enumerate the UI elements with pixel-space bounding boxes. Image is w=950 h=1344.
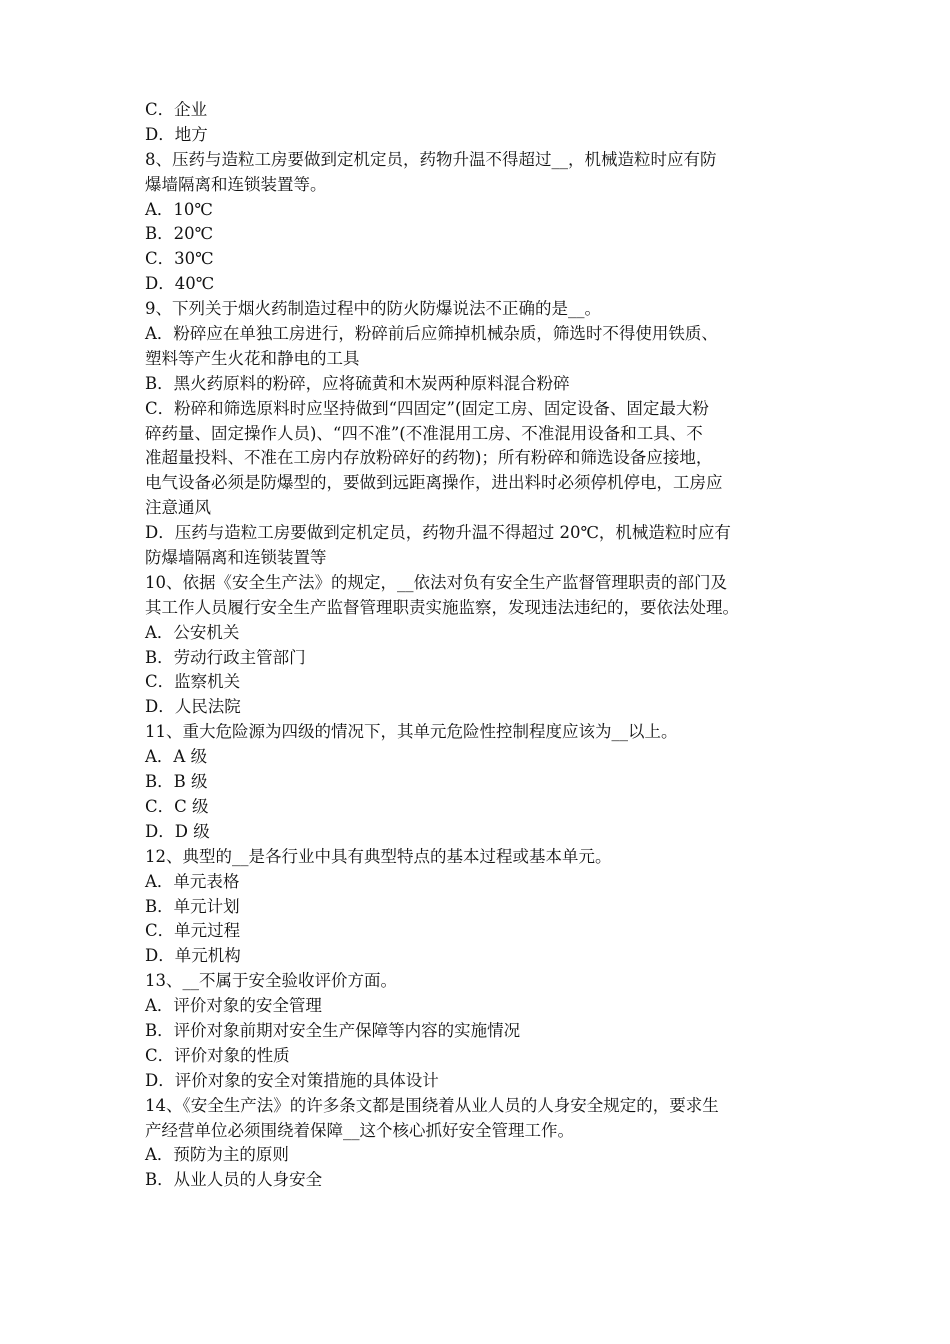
text-line: B．黑火药原料的粉碎，应将硫黄和木炭两种原料混合粉碎 [145, 373, 570, 393]
text-line: B．从业人员的人身安全 [145, 1170, 323, 1190]
text-line: 准超量投料、不准在工房内存放粉碎好的药物)；所有粉碎和筛选设备应接地， [145, 448, 713, 468]
text-line: 12、典型的__是各行业中具有典型特点的基本过程或基本单元。 [145, 846, 612, 866]
text-line: C．监察机关 [145, 672, 241, 692]
text-line: D．压药与造粒工房要做到定机定员，药物升温不得超过 20℃，机械造粒时应有 [145, 523, 731, 543]
text-line: 9、下列关于烟火药制造过程中的防火防爆说法不正确的是__。 [145, 299, 601, 319]
text-line: 防爆墙隔离和连锁装置等 [145, 548, 327, 568]
text-line: C．粉碎和筛选原料时应坚持做到“四固定”(固定工房、固定设备、固定最大粉 [145, 398, 709, 418]
text-line: B．评价对象前期对安全生产保障等内容的实施情况 [145, 1020, 521, 1040]
text-line: D．评价对象的安全对策措施的具体设计 [145, 1070, 439, 1090]
text-line: B．20℃ [145, 224, 214, 244]
text-line: B．B 级 [145, 772, 208, 792]
text-line: A．粉碎应在单独工房进行，粉碎前后应筛掉机械杂质，筛选时不得使用铁质、 [145, 324, 718, 344]
text-line: 14、《安全生产法》的许多条文都是围绕着从业人员的人身安全规定的，要求生 [145, 1095, 719, 1115]
text-line: 爆墙隔离和连锁装置等。 [145, 174, 327, 194]
text-line: A．公安机关 [145, 622, 240, 642]
text-line: 11、重大危险源为四级的情况下，其单元危险性控制程度应该为__以上。 [145, 722, 678, 742]
text-line: 碎药量、固定操作人员)、“四不准”(不准混用工房、不准混用设备和工具、不 [145, 423, 703, 443]
text-line: C．评价对象的性质 [145, 1045, 290, 1065]
text-line: D．地方 [145, 124, 208, 144]
text-line: B．单元计划 [145, 896, 240, 916]
text-line: A．预防为主的原则 [145, 1145, 289, 1165]
text-line: D．人民法院 [145, 697, 241, 717]
text-line: 产经营单位必须围绕着保障__这个核心抓好安全管理工作。 [145, 1120, 574, 1140]
document-page [145, 98, 815, 1193]
text-line: D．D 级 [145, 821, 210, 841]
text-line: 10、依据《安全生产法》的规定，__依法对负有安全生产监督管理职责的部门及 [145, 572, 727, 592]
text-line: C．C 级 [145, 796, 209, 816]
text-line: A．A 级 [145, 747, 208, 767]
text-line: A．单元表格 [145, 871, 240, 891]
text-line: C．30℃ [145, 249, 214, 269]
text-line: 8、压药与造粒工房要做到定机定员，药物升温不得超过__，机械造粒时应有防 [145, 149, 717, 169]
text-line: A．10℃ [145, 199, 213, 219]
text-line: 电气设备必须是防爆型的，要做到远距离操作，进出料时必须停机停电，工房应 [145, 473, 723, 493]
text-line: B．劳动行政主管部门 [145, 647, 306, 667]
text-line: 13、__不属于安全验收评价方面。 [145, 971, 397, 991]
text-line: D．单元机构 [145, 946, 241, 966]
text-line: 其工作人员履行安全生产监督管理职责实施监察，发现违法违纪的，要依法处理。 [145, 597, 739, 617]
text-line: D．40℃ [145, 274, 215, 294]
text-line: C．企业 [145, 100, 208, 119]
text-line: A．评价对象的安全管理 [145, 996, 322, 1016]
text-line: C．单元过程 [145, 921, 241, 941]
text-line: 塑料等产生火花和静电的工具 [145, 348, 360, 368]
text-line: 注意通风 [145, 498, 211, 518]
